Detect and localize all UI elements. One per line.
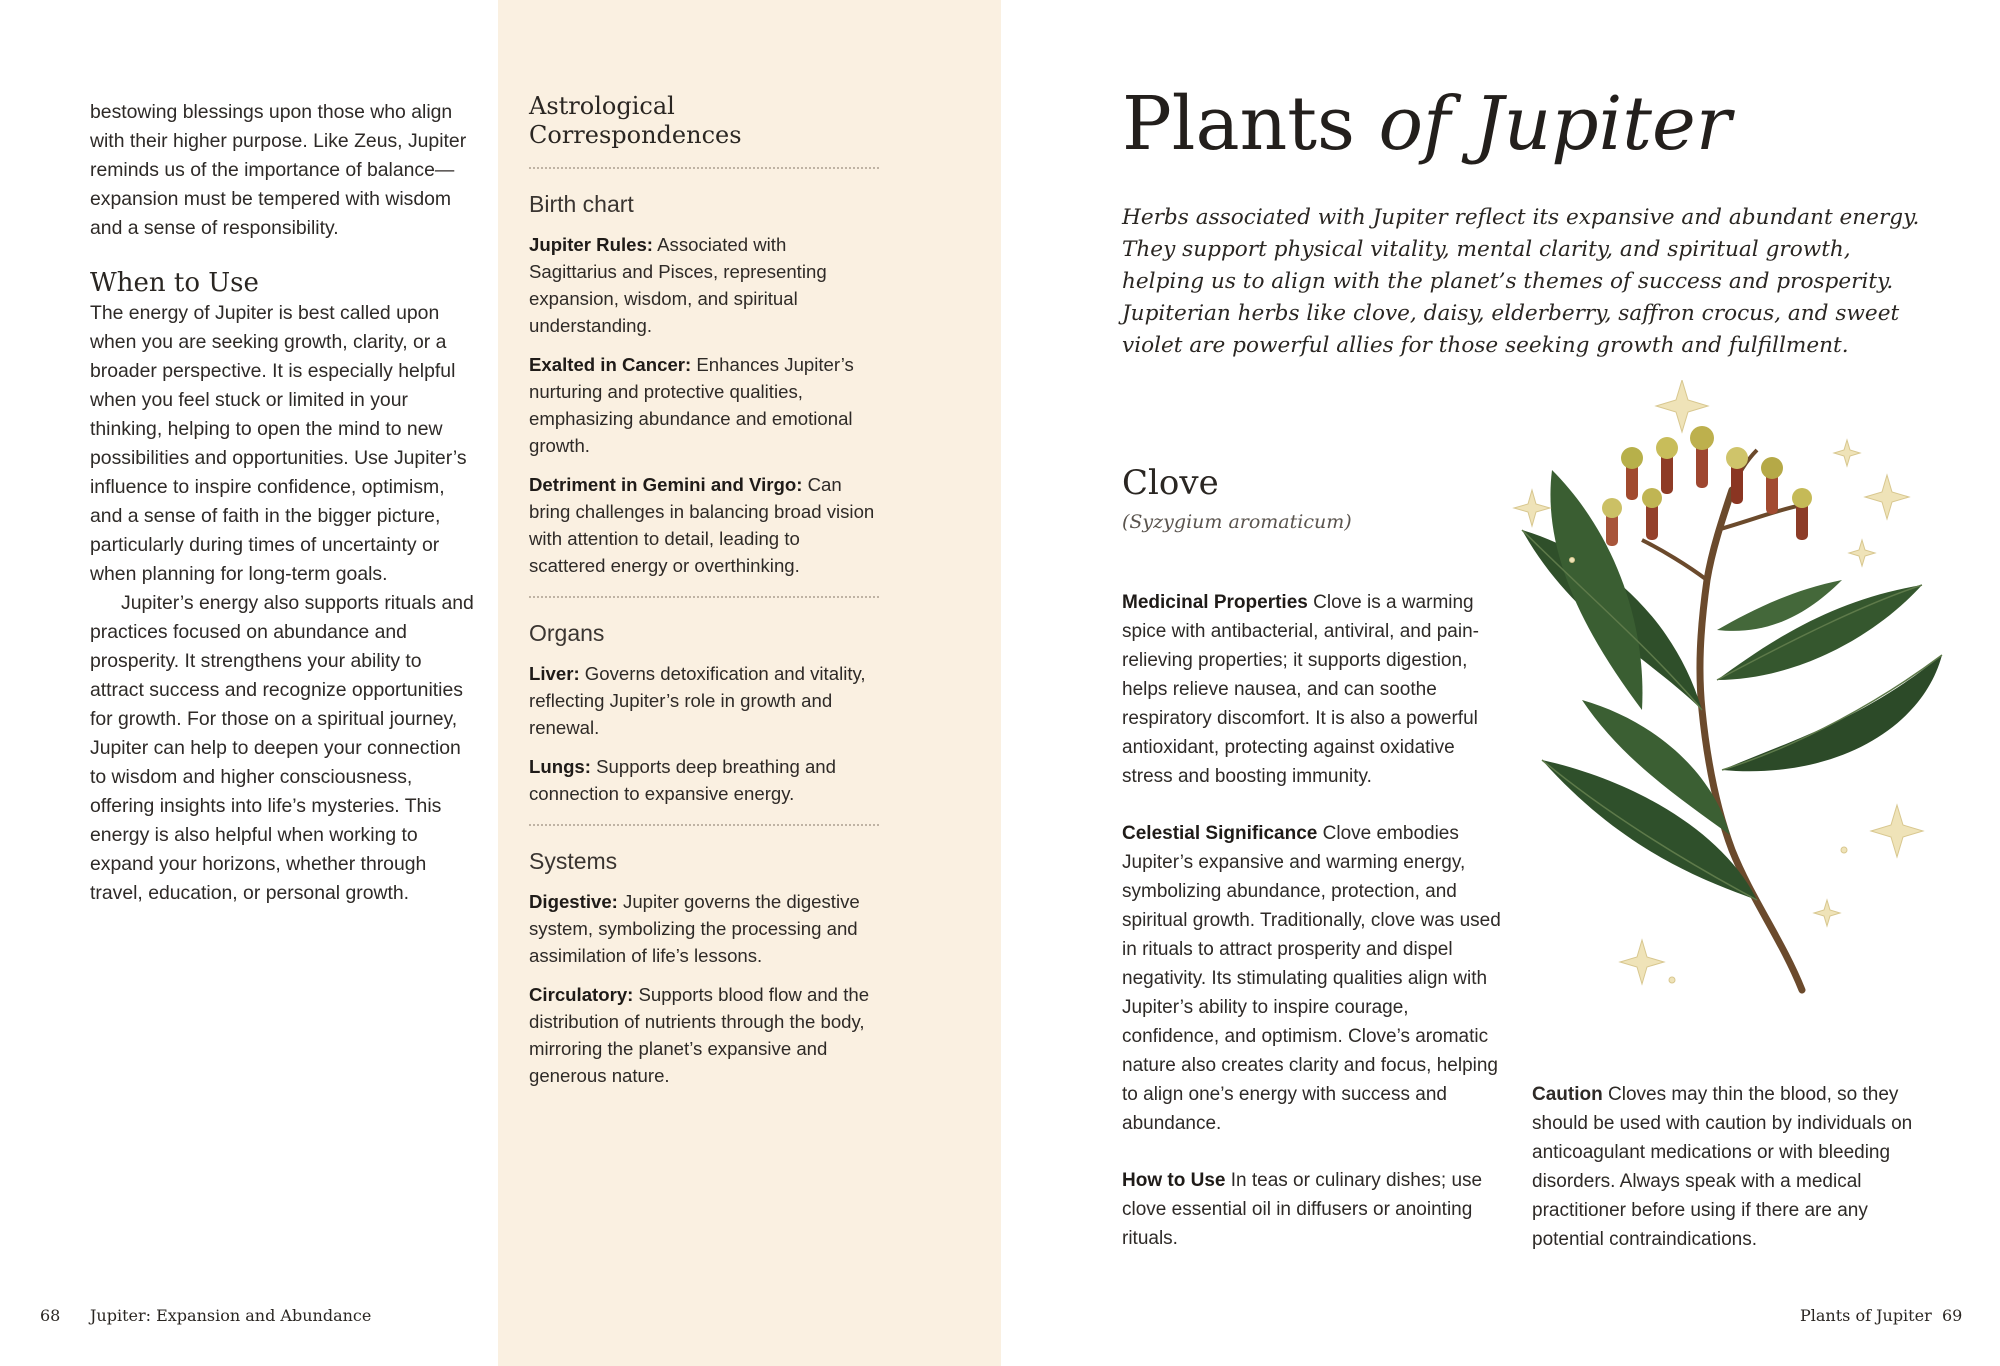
title-italic: of Jupiter	[1378, 81, 1732, 167]
systems-heading: Systems	[529, 848, 618, 874]
astrological-correspondences-sidebar	[529, 92, 879, 1101]
entry-text: Governs detoxification and vitality, reflecting Jupiter’s role in growth and renewal.	[529, 663, 866, 738]
caution-note	[1532, 1080, 1932, 1254]
plant-name: Clove	[1122, 463, 1219, 503]
celestial-significance	[1122, 819, 1502, 1138]
left-running-head: Jupiter: Expansion and Abundance	[90, 1306, 372, 1325]
entry-text: Can bring challenges in balancing broad vision with attention to detail, leading to scattered energy or overthinking.	[529, 474, 875, 576]
intro-paragraph: Herbs associated with Jupiter reflect its expansive and abundant energy. They support physical vitality, mental clarity, and spiritual growth, helping us to align with the planet’s themes of success and prosperity. Jupiterian herbs like clove, daisy, elderberry, saffron crocus, and sweet violet are powerful allies for those seeking growth and fulfillment.	[1122, 205, 1920, 358]
sidebar-divider	[529, 596, 879, 598]
right-page	[1122, 0, 1962, 1366]
left-folio-number: 68	[40, 1306, 61, 1325]
prop-label: Caution	[1532, 1084, 1603, 1105]
organs-heading: Organs	[529, 620, 605, 646]
plant-latin-name: (Syzygium aromaticum)	[1122, 511, 1352, 533]
entry-label: Digestive:	[529, 891, 618, 912]
when-to-use-body	[90, 299, 478, 908]
when-to-use-paragraph-2: Jupiter’s energy also supports rituals and practices focused on abundance and prosperity. It strengthens your ability to attract success and recognize opportunities for growth. For those on a spiritual journey, Jupiter can help to deepen your connection to wisdom and higher consciousness, offering insights into life’s mysteries. This energy is also helpful when working to expand your horizons, whether through travel, education, or personal growth.	[90, 592, 474, 904]
sidebar-entry-lungs	[529, 753, 879, 807]
entry-label: Liver:	[529, 663, 580, 684]
prop-text: Clove embodies Jupiter’s expansive and warming energy, symbolizing abundance, protection, and spiritual growth. Traditionally, clove was used in rituals to attract prosperity and dispel negativity. Its stimulating qualities align with Jupiter’s ability to inspire courage, confidence, and optimism. Clove’s aromatic nature also creates clarity and focus, helping to align one’s energy with success and abundance.	[1122, 823, 1501, 1134]
when-to-use-heading: When to Use	[90, 268, 259, 298]
opening-paragraph: bestowing blessings upon those who align with their higher purpose. Like Zeus, Jupiter reminds us of the importance of balance—expansion must be tempered with wisdom and a sense of responsibility.	[90, 101, 467, 239]
prop-text: Clove is a warming spice with antibacterial, antiviral, and pain-relieving properties; it supports digestion, helps relieve nausea, and can soothe respiratory discomfort. It is also a powerful antioxidant, protecting against oxidative stress and boosting immunity.	[1122, 592, 1479, 787]
right-running-head: Plants of Jupiter	[1800, 1306, 1932, 1325]
clove-branch-illustration	[1502, 380, 1962, 1020]
medicinal-properties	[1122, 588, 1502, 791]
page-title	[1122, 78, 1731, 170]
entry-text: Enhances Jupiter’s nurturing and protective qualities, emphasizing abundance and emotional growth.	[529, 354, 854, 456]
sidebar-entry-detriment	[529, 471, 879, 579]
entry-label: Detriment in Gemini and Virgo:	[529, 474, 803, 495]
prop-label: How to Use	[1122, 1170, 1226, 1191]
entry-label: Exalted in Cancer:	[529, 354, 692, 375]
sidebar-title	[529, 92, 879, 150]
entry-label: Jupiter Rules:	[529, 234, 653, 255]
left-body-text	[90, 98, 478, 243]
entry-text: Supports deep breathing and connection to expansive energy.	[529, 756, 836, 804]
sidebar-divider	[529, 167, 879, 169]
prop-text: In teas or culinary dishes; use clove essential oil in diffusers or anointing rituals.	[1122, 1170, 1483, 1249]
sidebar-entry-circulatory	[529, 981, 879, 1089]
when-to-use-paragraph-1: The energy of Jupiter is best called upon when you are seeking growth, clarity, or a broader perspective. It is especially helpful when you feel stuck or limited in your thinking, helping to open the mind to new possibilities and opportunities. Use Jupiter’s influence to inspire confidence, optimism, and a sense of faith in the bigger picture, particularly during times of uncertainty or when planning for long-term goals.	[90, 302, 467, 585]
birth-chart-heading: Birth chart	[529, 191, 634, 217]
sidebar-title-line-2: Correspondences	[529, 121, 742, 149]
right-folio-number: 69	[1942, 1306, 1963, 1325]
prop-text: Cloves may thin the blood, so they should be used with caution by individuals on anticoagulant medications or with bleeding disorders. Always speak with a medical practitioner before using if there are any potential contraindications.	[1532, 1084, 1913, 1250]
sparkle-decorations	[1514, 380, 1923, 984]
title-plain: Plants	[1122, 81, 1379, 167]
entry-text: Associated with Sagittarius and Pisces, representing expansion, wisdom, and spiritual understanding.	[529, 234, 827, 336]
entry-text: Supports blood flow and the distribution of nutrients through the body, mirroring the planet’s expansive and generous nature.	[529, 984, 870, 1086]
how-to-use	[1122, 1166, 1502, 1253]
entry-label: Lungs:	[529, 756, 591, 777]
entry-label: Circulatory:	[529, 984, 634, 1005]
clove-buds	[1602, 426, 1812, 546]
sidebar-entry-liver	[529, 660, 879, 741]
left-page-column	[90, 98, 478, 908]
plant-properties	[1122, 588, 1502, 1281]
prop-label: Celestial Significance	[1122, 823, 1318, 844]
entry-text: Jupiter governs the digestive system, symbolizing the processing and assimilation of life’s lessons.	[529, 891, 860, 966]
sidebar-divider	[529, 824, 879, 826]
sidebar-title-line-1: Astrological	[529, 92, 675, 120]
sidebar-entry-jupiter-rules	[529, 231, 879, 339]
prop-label: Medicinal Properties	[1122, 592, 1308, 613]
sidebar-entry-exalted	[529, 351, 879, 459]
sidebar-entry-digestive	[529, 888, 879, 969]
